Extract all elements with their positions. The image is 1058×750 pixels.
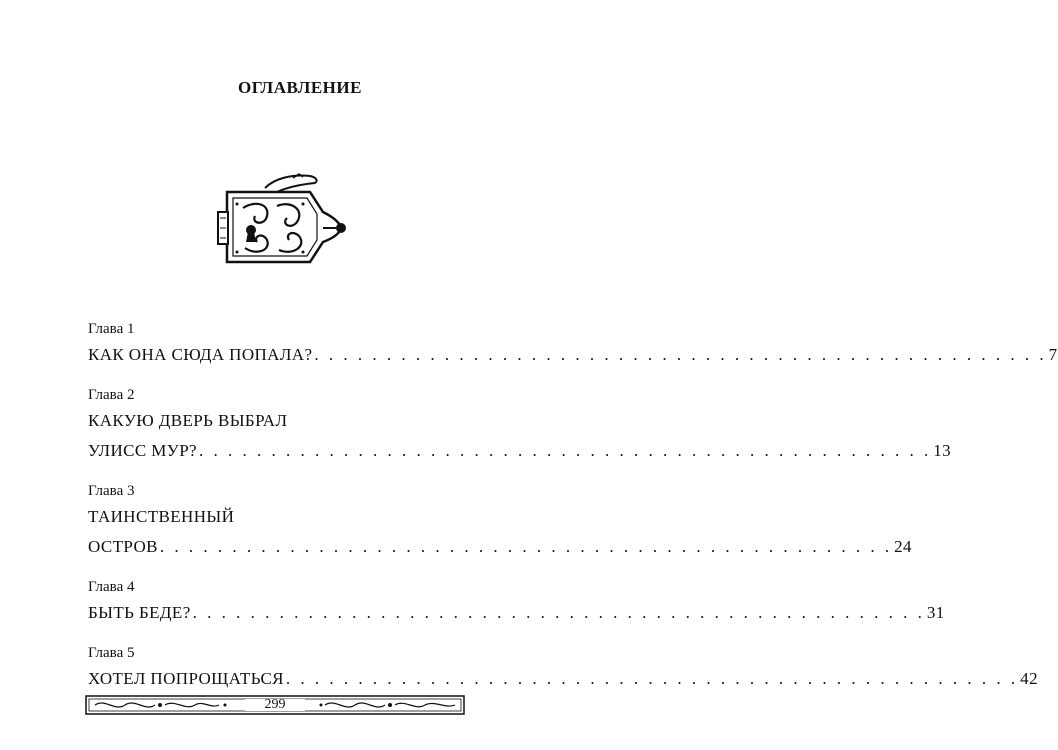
chapter-label: Глава 2 [88, 387, 135, 403]
page-number: 299 [264, 697, 286, 712]
dot-leader: . . . . . . . . . . . . . . . . . . . . . . . . . . . . . . . . . . . . . . . . . . . . . . . . . . . [285, 669, 1019, 688]
page-ref: 7 [1048, 345, 1058, 364]
ornate-lock-icon [215, 170, 350, 275]
toc-entry-line[interactable] [88, 436, 952, 466]
page-ref: 31 [926, 603, 945, 622]
chapter-label: Глава 3 [88, 483, 135, 499]
toc-chapter-1[interactable] [88, 318, 1058, 370]
chapter-title-cont: ОСТРОВ [88, 532, 160, 562]
toc-chapter-3[interactable] [88, 480, 912, 562]
dot-leader: . . . . . . . . . . . . . . . . . . . . . . . . . . . . . . . . . . . . . . . . . . . . . . . . . . . [199, 441, 932, 460]
dot-leader: . . . . . . . . . . . . . . . . . . . . . . . . . . . . . . . . . . . . . . . . . . . . . . . . . . . [314, 345, 1047, 364]
chapter-title: КАК ОНА СЮДА ПОПАЛА? [88, 340, 314, 370]
chapter-title: КАКУЮ ДВЕРЬ ВЫБРАЛ [88, 411, 288, 430]
toc-entry-line[interactable] [88, 664, 1038, 694]
toc-chapter-4[interactable] [88, 576, 945, 628]
chapter-title: БЫТЬ БЕДЕ? [88, 598, 193, 628]
chapter-title: ХОТЕЛ ПОПРОЩАТЬСЯ [88, 664, 286, 694]
lock-illustration [215, 170, 350, 275]
toc-entry-line[interactable] [88, 340, 1058, 370]
toc-entry-line[interactable] [88, 532, 912, 562]
toc-chapter-2[interactable] [88, 384, 952, 466]
chapter-title: ТАИНСТВЕННЫЙ [88, 507, 235, 526]
toc-entry-line[interactable] [88, 598, 945, 628]
chapter-title-cont: УЛИСС МУР? [88, 436, 199, 466]
dot-leader: . . . . . . . . . . . . . . . . . . . . . . . . . . . . . . . . . . . . . . . . . . . . . . . . . . . [192, 603, 925, 622]
page-ref: 24 [894, 537, 912, 556]
page-ref: 13 [933, 441, 952, 460]
page-ref: 42 [1020, 669, 1038, 688]
chapter-label: Глава 4 [88, 579, 135, 595]
dot-leader: . . . . . . . . . . . . . . . . . . . . . . . . . . . . . . . . . . . . . . . . . . . . . . . . . . . [159, 537, 893, 556]
chapter-label: Глава 1 [88, 321, 135, 337]
chapter-label: Глава 5 [88, 645, 135, 661]
page-title: ОГЛАВЛЕНИЕ [238, 78, 362, 97]
table-of-contents [88, 318, 1058, 708]
page-footer [85, 695, 465, 715]
toc-chapter-5[interactable] [88, 642, 1038, 694]
